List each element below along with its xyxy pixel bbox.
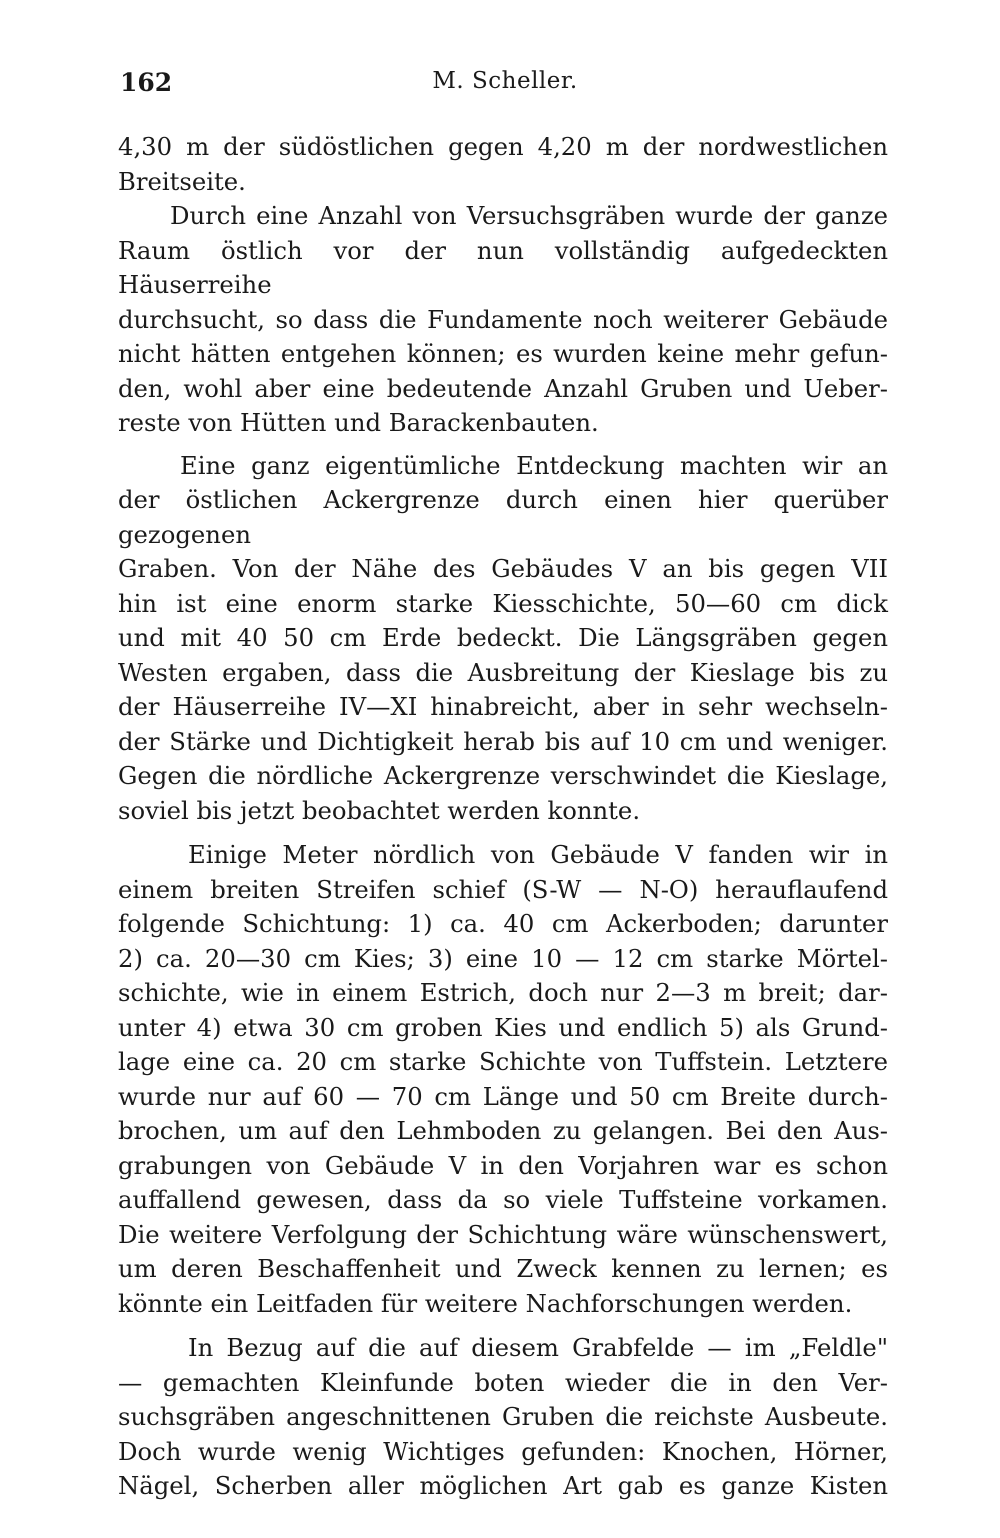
text-line: um deren Beschaffenheit und Zweck kennen zu lernen; es bbox=[118, 1254, 888, 1283]
text-line: durchsucht, so dass die Fundamente noch weiterer Gebäude bbox=[118, 304, 888, 334]
text-line: Breitseite. bbox=[118, 166, 246, 196]
text-line: Einige Meter nördlich von Gebäude V fanden wir in bbox=[188, 840, 888, 869]
text-line: lage eine ca. 20 cm starke Schichte von Tuffstein. Letztere bbox=[118, 1047, 888, 1076]
text-line: einem breiten Streifen schief (S-W — N-O) herauflaufend bbox=[118, 874, 888, 904]
paragraph bbox=[118, 1435, 888, 1470]
paragraph bbox=[118, 690, 888, 725]
text-line: soviel bis jetzt beobachtet werden konnte. bbox=[118, 795, 641, 825]
text-line: der Stärke und Dichtigkeit herab bis auf 10 cm und weniger. bbox=[118, 726, 888, 756]
paragraph bbox=[118, 234, 888, 303]
text-line: Westen ergaben, dass die Ausbreitung der Kieslage bis zu bbox=[118, 657, 888, 687]
paragraph bbox=[118, 976, 888, 1011]
paragraph bbox=[118, 1366, 888, 1401]
paragraph bbox=[118, 621, 888, 656]
text-line: grabungen von Gebäude V in den Vorjahren war es schon bbox=[118, 1150, 888, 1180]
paragraph bbox=[118, 1331, 888, 1366]
paragraph bbox=[118, 483, 888, 552]
text-line: nicht hätten entgehen können; es wurden keine mehr gefun- bbox=[118, 339, 888, 368]
text-line: hin ist eine enorm starke Kiesschichte, 50—60 cm dick bbox=[118, 588, 888, 618]
text-line: brochen, um auf den Lehmboden zu gelangen. Bei den Aus- bbox=[118, 1116, 888, 1145]
paragraph bbox=[118, 1114, 888, 1149]
paragraph bbox=[118, 337, 888, 372]
running-head: M. Scheller. bbox=[432, 68, 578, 94]
paragraph bbox=[118, 587, 888, 622]
text-line: könnte ein Leitfaden für weitere Nachforschungen werden. bbox=[118, 1288, 853, 1318]
page-header bbox=[120, 64, 890, 104]
paragraph bbox=[118, 1149, 888, 1184]
body-text bbox=[118, 130, 888, 1504]
paragraph bbox=[118, 1218, 888, 1253]
text-line: der östlichen Ackergrenze durch einen hier querüber gezogenen bbox=[118, 485, 888, 549]
paragraph bbox=[118, 130, 888, 165]
text-line: Graben. Von der Nähe des Gebäudes V an bis gegen VII bbox=[118, 554, 888, 583]
text-line: suchsgräben angeschnittenen Gruben die reichste Ausbeute. bbox=[118, 1402, 888, 1431]
text-line: auffallend gewesen, dass da so viele Tuffsteine vorkamen. bbox=[118, 1185, 888, 1214]
text-line: In Bezug auf die auf diesem Grabfelde — im „Feldle" bbox=[188, 1333, 888, 1362]
text-line: Die weitere Verfolgung der Schichtung wäre wünschenswert, bbox=[118, 1219, 888, 1249]
text-line: wurde nur auf 60 — 70 cm Länge und 50 cm Breite durch- bbox=[118, 1081, 888, 1111]
paragraph bbox=[118, 725, 888, 760]
paragraph bbox=[118, 907, 888, 942]
text-line: folgende Schichtung: 1) ca. 40 cm Ackerboden; darunter bbox=[118, 909, 888, 938]
paragraph bbox=[118, 1045, 888, 1080]
paragraph bbox=[118, 449, 888, 484]
paragraph bbox=[118, 1252, 888, 1287]
paragraph bbox=[118, 759, 888, 794]
text-line: — gemachten Kleinfunde boten wieder die in den Ver- bbox=[118, 1367, 888, 1397]
paragraph bbox=[118, 552, 888, 587]
text-line: Durch eine Anzahl von Versuchsgräben wurde der ganze bbox=[170, 201, 888, 230]
paragraph bbox=[118, 656, 888, 691]
text-line: Gegen die nördliche Ackergrenze verschwindet die Kieslage, bbox=[118, 761, 888, 790]
text-line: den, wohl aber eine bedeutende Anzahl Gruben und Ueber- bbox=[118, 373, 888, 403]
paragraph bbox=[118, 1183, 888, 1218]
text-line: Eine ganz eigentümliche Entdeckung machten wir an bbox=[180, 450, 888, 480]
paragraph bbox=[118, 199, 888, 234]
text-line: schichte, wie in einem Estrich, doch nur 2—3 m breit; dar- bbox=[118, 978, 888, 1007]
paragraph bbox=[118, 1469, 888, 1504]
text-line: reste von Hütten und Barackenbauten. bbox=[118, 408, 599, 437]
text-line: unter 4) etwa 30 cm groben Kies und endlich 5) als Grund- bbox=[118, 1012, 888, 1042]
text-line: Doch wurde wenig Wichtiges gefunden: Knochen, Hörner, bbox=[118, 1436, 888, 1466]
page-number: 162 bbox=[120, 68, 173, 97]
text-line: Nägel, Scherben aller möglichen Art gab es ganze Kisten bbox=[118, 1471, 888, 1500]
paragraph bbox=[118, 165, 888, 200]
paragraph bbox=[118, 372, 888, 407]
text-line: 4,30 m der südöstlichen gegen 4,20 m der nordwestlichen bbox=[118, 132, 888, 161]
paragraph bbox=[118, 1080, 888, 1115]
paragraph bbox=[118, 1011, 888, 1046]
paragraph bbox=[118, 794, 888, 829]
paragraph bbox=[118, 1287, 888, 1322]
text-line: und mit 40 50 cm Erde bedeckt. Die Längsgräben gegen bbox=[118, 623, 888, 652]
paragraph bbox=[118, 1400, 888, 1435]
text-line: Raum östlich vor der nun vollständig aufgedeckten Häuserreihe bbox=[118, 235, 888, 299]
paragraph bbox=[118, 303, 888, 338]
paragraph bbox=[118, 873, 888, 908]
paragraph bbox=[118, 406, 888, 441]
paragraph bbox=[118, 942, 888, 977]
text-line: 2) ca. 20—30 cm Kies; 3) eine 10 — 12 cm starke Mörtel- bbox=[118, 943, 888, 973]
text-line: der Häuserreihe IV—XI hinabreicht, aber in sehr wechseln- bbox=[118, 692, 888, 721]
paragraph bbox=[118, 838, 888, 873]
